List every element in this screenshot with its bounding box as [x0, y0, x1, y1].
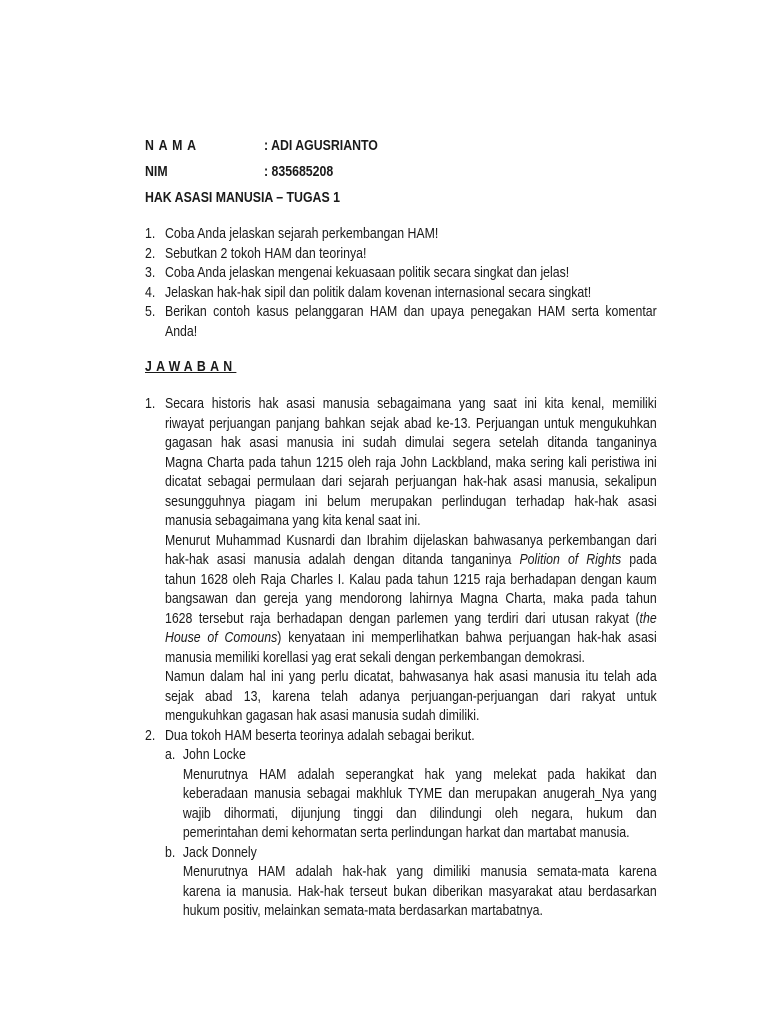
question-text: Anda!: [164, 323, 198, 340]
answer-number: 1.: [145, 396, 156, 412]
answers-heading: JAWABAN: [145, 359, 237, 375]
answer-line: Namun dalam hal ini yang perlu dicatat, bahwasanya hak asasi manusia itu telah ada: [164, 669, 657, 685]
answer-line: gagasan hak asasi manusia ini sudah dimulai segera setelah ditanda tanganinya: [164, 435, 657, 451]
answer-line: Menurutnya HAM adalah seperangkat hak yang melekat pada hakikat dan: [182, 766, 657, 783]
question-number: 1.: [145, 226, 156, 242]
answer-line: bangsawan dan gereja yang mendorong lahirnya Magna Charta, maka pada tahun: [164, 591, 657, 607]
question-text: Berikan contoh kasus pelanggaran HAM dan upaya penegakan HAM serta komentar: [164, 304, 657, 320]
answer-line: Menurutnya HAM adalah hak-hak yang dimiliki manusia semata-mata karena: [182, 864, 657, 880]
question-item: [145, 245, 657, 265]
answer-line: tahun 1628 oleh Raja Charles I. Kalau pada tahun 1215 raja berhadapan dengan kaum: [164, 571, 657, 588]
answer-line: hukum positiv, melainkan semata-mata berdasarkan martabatnya.: [182, 903, 543, 919]
question-text: Coba Anda jelaskan sejarah perkembangan HAM!: [164, 226, 439, 242]
nim-label: NIM: [145, 164, 168, 180]
answer-2: [145, 727, 657, 922]
question-number: 2.: [145, 245, 156, 262]
answer-line: [165, 610, 657, 630]
answer-line: pemerintahan demi kehormatan serta perlindungan harkat dan martabat manusia.: [182, 825, 630, 841]
name-label: N A M A: [145, 138, 197, 154]
answer-1: [145, 395, 657, 727]
question-number: 3.: [145, 265, 156, 281]
text: hak-hak asasi manusia adalah dengan ditanda tanganinya: [164, 552, 520, 568]
answer-line: Dua tokoh HAM beserta teorinya adalah sebagai berikut.: [164, 727, 475, 744]
text: pada: [621, 552, 657, 568]
question-number: 5.: [145, 304, 156, 320]
question-text: Coba Anda jelaskan mengenai kekuasaan politik secara singkat dan jelas!: [164, 265, 570, 281]
sub-number: a.: [164, 747, 176, 763]
answer-line: manusia sebagaimana yang kita kenal saat ini.: [164, 513, 421, 529]
name-row: [145, 137, 378, 156]
italic-term: the: [639, 610, 657, 627]
answer-line: sesungguhnya piagam ini belum merupakan perlindugan terhadap hak-hak asasi: [164, 493, 657, 510]
question-item: [145, 303, 657, 342]
question-number: 4.: [145, 284, 156, 301]
figure-name: John Locke: [182, 747, 246, 763]
text: 1628 tersebut raja berhadapan dengan parlemen yang terdiri dari utusan rakyat (: [164, 610, 640, 627]
answer-line: wajib dihormati, dijunjung tinggi dan dilindungi oleh negara, hukum dan: [182, 805, 657, 822]
text: ) kenyataan ini memperlihatkan bahwa perjuangan hak-hak asasi: [277, 630, 657, 646]
answer-list: [145, 395, 657, 922]
answer-line: riwayat perjuangan panjang bahkan sejak abad ke-13. Perjuangan untuk mengukuhkan: [164, 415, 657, 432]
answer-line: [165, 629, 657, 649]
figure-name: Jack Donnely: [182, 844, 257, 861]
document-title: HAK ASASI MANUSIA – TUGAS 1: [145, 190, 340, 206]
answer-line: [165, 551, 657, 571]
answer-line: manusia memiliki korellasi yag erat sekali dengan perkembangan demokrasi.: [164, 649, 585, 666]
name-value: : ADI AGUSRIANTO: [264, 138, 378, 154]
answer-line: mengukuhkan gagasan hak asasi manusia sudah dimiliki.: [164, 708, 480, 724]
question-list: [145, 225, 657, 342]
nim-row: [145, 163, 334, 182]
question-item: [145, 264, 657, 284]
question-item: [145, 284, 657, 304]
question-text: Jelaskan hak-hak sipil dan politik dalam kovenan internasional secara singkat!: [164, 284, 592, 301]
italic-term: House of Comouns: [164, 630, 278, 646]
italic-term: Polition of Rights: [519, 552, 622, 568]
nim-value: : 835685208: [264, 164, 334, 180]
answer-line: Magna Charta pada tahun 1215 oleh raja John Lackbland, maka sering kali peristiwa ini: [164, 454, 657, 471]
question-item: [145, 225, 657, 245]
figure-jack-donnely: [165, 844, 657, 922]
answer-line: Secara historis hak asasi manusia sebagaimana yang saat ini kita kenal, memiliki: [164, 396, 657, 412]
answer-line: sejak abad 13, karena telah adanya perjuangan-perjuangan dari rakyat untuk: [164, 688, 657, 705]
answer-line: dicatat sebagai permulaan dari sejarah perjuangan hak-hak asasi manusia, sekalipun: [164, 474, 657, 490]
question-text: Sebutkan 2 tokoh HAM dan teorinya!: [164, 245, 367, 262]
answer-line: keberadaan manusia sebagai makhluk TYME dan merupakan anugerah_Nya yang: [182, 786, 657, 802]
answer-number: 2.: [145, 727, 156, 744]
answer-line: Menurut Muhammad Kusnardi dan Ibrahim dijelaskan bahwasanya perkembangan dari: [164, 532, 657, 549]
answer-line: karena ia manusia. Hak-hak terseut bukan diberikan masyarakat atau berdasarkan: [182, 883, 657, 900]
figure-john-locke: [165, 746, 657, 844]
sub-number: b.: [164, 844, 176, 861]
